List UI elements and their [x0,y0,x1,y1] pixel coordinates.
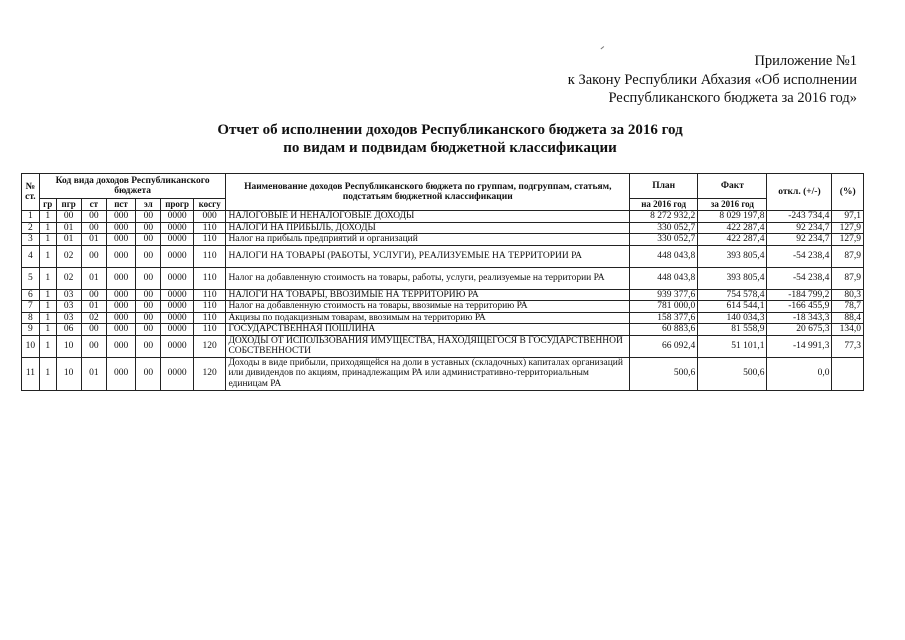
row-number: 3 [22,234,40,246]
revenue-name: Налог на прибыль предприятий и организаций [226,234,630,246]
appendix-line-2: к Закону Республики Абхазия «Об исполнении [567,71,857,88]
code-st: 01 [81,267,106,289]
code-kosgu: 110 [193,245,226,267]
code-st: 01 [81,357,106,390]
code-progr: 0000 [161,211,194,223]
table-row [22,234,864,246]
code-kosgu: 000 [193,211,226,223]
code-pgr: 01 [56,222,81,234]
code-st: 00 [81,211,106,223]
revenue-name: НАЛОГИ НА ПРИБЫЛЬ, ДОХОДЫ [226,222,630,234]
table-row [22,324,864,336]
code-progr: 0000 [161,222,194,234]
row-number: 5 [22,267,40,289]
plan-value: 448 043,8 [630,245,698,267]
header-code-st: ст [81,199,106,211]
code-pgr: 03 [56,301,81,313]
code-pst: 000 [106,245,135,267]
row-number: 2 [22,222,40,234]
code-gr: 1 [39,267,56,289]
fact-value: 140 034,3 [698,312,767,324]
code-st: 01 [81,234,106,246]
revenue-name: Налог на добавленную стоимость на товары, ввозимые на территорию РА [226,301,630,313]
fact-value: 8 029 197,8 [698,211,767,223]
plan-value: 158 377,6 [630,312,698,324]
code-st: 02 [81,312,106,324]
code-gr: 1 [39,324,56,336]
code-pst: 000 [106,211,135,223]
code-progr: 0000 [161,267,194,289]
revenue-name: НАЛОГИ НА ТОВАРЫ (РАБОТЫ, УСЛУГИ), РЕАЛИЗУЕМЫЕ НА ТЕРРИТОРИИ РА [226,245,630,267]
percent-value: 134,0 [832,324,864,336]
code-pgr: 06 [56,324,81,336]
percent-value: 88,4 [832,312,864,324]
plan-value: 448 043,8 [630,267,698,289]
revenue-name: ДОХОДЫ ОТ ИСПОЛЬЗОВАНИЯ ИМУЩЕСТВА, НАХОДЯЩЕГОСЯ В ГОСУДАРСТВЕННОЙ СОБСТВЕННОСТИ [226,335,630,357]
deviation-value: 0,0 [767,357,832,390]
code-pst: 000 [106,222,135,234]
header-percent: (%) [832,174,864,211]
table-row [22,335,864,357]
deviation-value: 20 675,3 [767,324,832,336]
plan-value: 330 052,7 [630,234,698,246]
code-pst: 000 [106,301,135,313]
fact-value: 51 101,1 [698,335,767,357]
plan-value: 500,6 [630,357,698,390]
fact-value: 81 558,9 [698,324,767,336]
table-row [22,301,864,313]
header-fact-year: за 2016 год [698,199,767,211]
code-pgr: 10 [56,335,81,357]
header-code-pgr: пгр [56,199,81,211]
appendix-note [568,52,857,108]
deviation-value: 92 234,7 [767,234,832,246]
code-el: 00 [136,222,161,234]
header-code-kosgu: косгу [193,199,226,211]
code-st: 00 [81,245,106,267]
deviation-value: -18 343,3 [767,312,832,324]
plan-value: 330 052,7 [630,222,698,234]
header-plan-year: на 2016 год [630,199,698,211]
table-body [22,211,864,391]
code-kosgu: 110 [193,222,226,234]
revenue-name: Налог на добавленную стоимость на товары, работы, услуги, реализуемые на территории РА [226,267,630,289]
table-row [22,289,864,301]
code-st: 00 [81,335,106,357]
code-el: 00 [136,245,161,267]
appendix-line-1: Приложение №1 [754,53,857,69]
row-number: 1 [22,211,40,223]
revenue-name: НАЛОГОВЫЕ И НЕНАЛОГОВЫЕ ДОХОДЫ [226,211,630,223]
code-el: 00 [136,312,161,324]
code-el: 00 [136,324,161,336]
report-title-line-1: Отчет об исполнении доходов Республиканского бюджета за 2016 год [217,122,683,138]
code-kosgu: 120 [193,357,226,390]
header-name: Наименование доходов Республиканского бюджета по группам, подгруппам, статьям, подстатьям бюджетной классификации [226,174,630,211]
deviation-value: 92 234,7 [767,222,832,234]
revenue-name: Доходы в виде прибыли, приходящейся на доли в уставных (складочных) капиталах организаций или дивидендов по акциям, принадлежащим РА или административно-территориальным единицам РА [226,357,630,390]
deviation-value: -54 238,4 [767,267,832,289]
code-pst: 000 [106,312,135,324]
table-row [22,211,864,223]
code-pgr: 01 [56,234,81,246]
code-kosgu: 110 [193,324,226,336]
header-code-el: эл [136,199,161,211]
code-st: 01 [81,301,106,313]
code-pst: 000 [106,357,135,390]
deviation-value: -166 455,9 [767,301,832,313]
code-pgr: 02 [56,267,81,289]
table-row [22,312,864,324]
pen-mark [601,46,606,51]
table-row [22,245,864,267]
header-fact: Факт [698,174,767,199]
code-gr: 1 [39,245,56,267]
header-code-progr: прогр [161,199,194,211]
fact-value: 500,6 [698,357,767,390]
row-number: 9 [22,324,40,336]
code-progr: 0000 [161,324,194,336]
header-code-group: Код вида доходов Республиканского бюджета [39,174,226,199]
code-gr: 1 [39,312,56,324]
code-pgr: 02 [56,245,81,267]
code-el: 00 [136,289,161,301]
percent-value [832,357,864,390]
deviation-value: -184 799,2 [767,289,832,301]
header-code-pst: пст [106,199,135,211]
fact-value: 422 287,4 [698,222,767,234]
code-kosgu: 110 [193,301,226,313]
fact-value: 422 287,4 [698,234,767,246]
percent-value: 78,7 [832,301,864,313]
table-row [22,222,864,234]
percent-value: 77,3 [832,335,864,357]
deviation-value: -14 991,3 [767,335,832,357]
code-el: 00 [136,234,161,246]
percent-value: 87,9 [832,267,864,289]
code-pgr: 03 [56,289,81,301]
code-pst: 000 [106,335,135,357]
report-title-line-2: по видам и подвидам бюджетной классификации [283,140,617,156]
code-el: 00 [136,335,161,357]
plan-value: 781 000,0 [630,301,698,313]
plan-value: 939 377,6 [630,289,698,301]
percent-value: 80,3 [832,289,864,301]
code-pgr: 10 [56,357,81,390]
row-number: 10 [22,335,40,357]
row-number: 6 [22,289,40,301]
deviation-value: -54 238,4 [767,245,832,267]
code-pgr: 00 [56,211,81,223]
header-deviation: откл. (+/-) [767,174,832,211]
plan-value: 60 883,6 [630,324,698,336]
row-number: 4 [22,245,40,267]
fact-value: 614 544,1 [698,301,767,313]
code-progr: 0000 [161,245,194,267]
code-gr: 1 [39,222,56,234]
header-num: № ст. [22,174,40,211]
code-progr: 0000 [161,312,194,324]
code-el: 00 [136,211,161,223]
code-gr: 1 [39,301,56,313]
percent-value: 97,1 [832,211,864,223]
code-kosgu: 110 [193,234,226,246]
code-pst: 000 [106,289,135,301]
fact-value: 393 805,4 [698,267,767,289]
code-gr: 1 [39,289,56,301]
table-row [22,267,864,289]
code-gr: 1 [39,357,56,390]
code-kosgu: 110 [193,289,226,301]
percent-value: 127,9 [832,234,864,246]
plan-value: 8 272 932,2 [630,211,698,223]
table-row [22,357,864,390]
code-progr: 0000 [161,289,194,301]
code-pgr: 03 [56,312,81,324]
plan-value: 66 092,4 [630,335,698,357]
code-gr: 1 [39,234,56,246]
row-number: 7 [22,301,40,313]
code-pst: 000 [106,267,135,289]
code-kosgu: 110 [193,312,226,324]
row-number: 8 [22,312,40,324]
code-gr: 1 [39,211,56,223]
code-kosgu: 120 [193,335,226,357]
code-pst: 000 [106,234,135,246]
row-number: 11 [22,357,40,390]
revenue-name: ГОСУДАРСТВЕННАЯ ПОШЛИНА [226,324,630,336]
deviation-value: -243 734,4 [767,211,832,223]
report-title [150,121,750,157]
code-gr: 1 [39,335,56,357]
code-el: 00 [136,301,161,313]
code-kosgu: 110 [193,267,226,289]
code-progr: 0000 [161,335,194,357]
fact-value: 754 578,4 [698,289,767,301]
code-pst: 000 [106,324,135,336]
code-st: 00 [81,289,106,301]
header-code-gr: гр [39,199,56,211]
revenue-table [21,173,864,391]
fact-value: 393 805,4 [698,245,767,267]
header-plan: План [630,174,698,199]
code-st: 00 [81,222,106,234]
percent-value: 87,9 [832,245,864,267]
code-progr: 0000 [161,301,194,313]
revenue-name: НАЛОГИ НА ТОВАРЫ, ВВОЗИМЫЕ НА ТЕРРИТОРИЮ РА [226,289,630,301]
code-el: 00 [136,357,161,390]
code-st: 00 [81,324,106,336]
code-progr: 0000 [161,234,194,246]
appendix-line-3: Республиканского бюджета за 2016 год» [608,90,857,106]
revenue-name: Акцизы по подакцизным товарам, ввозимым на территорию РА [226,312,630,324]
code-progr: 0000 [161,357,194,390]
percent-value: 127,9 [832,222,864,234]
code-el: 00 [136,267,161,289]
